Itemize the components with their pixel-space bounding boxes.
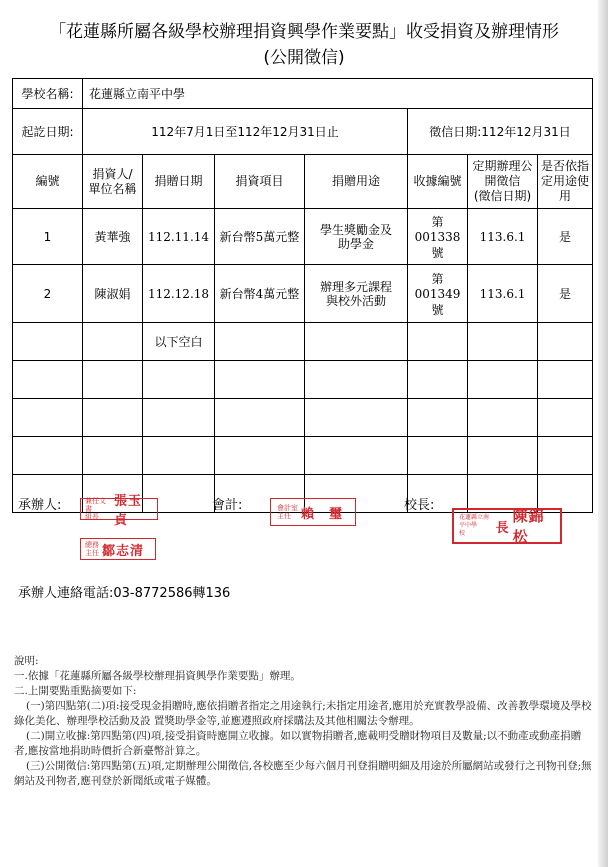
document-subtitle: (公開徵信) — [263, 48, 345, 68]
table-row — [13, 323, 593, 361]
col-pub-l2: 開徵信 — [484, 174, 521, 188]
note-2c: (三)公開徵信:第四點第(五)項,定期辦理公開徵信,各校應至少每六個月刊登捐贈明細及用途於所屬網站或發行之刊物刊登;無網站及刊物者,應刊登於新聞紙或電子媒體。 — [14, 760, 592, 787]
row-receipt-l2: 001349 — [414, 286, 461, 301]
scan-edge-shadow — [598, 0, 608, 867]
notes-section — [14, 654, 592, 789]
row-receipt — [408, 209, 468, 265]
accounting-stamp-title: 會計室 主任 — [277, 504, 298, 520]
row-receipt — [408, 265, 468, 323]
table-row — [13, 361, 593, 399]
row-donor: 陳淑娟 — [83, 265, 143, 323]
period-value: 112年7月1日至112年12月31日止 — [83, 109, 408, 155]
principal-stamp-name: 陳錦松 — [512, 507, 545, 546]
row-date: 112.12.18 — [143, 265, 215, 323]
row-receipt-l3: 號 — [431, 245, 444, 260]
col-pub — [468, 155, 538, 209]
table-row — [13, 437, 593, 475]
table-row — [13, 209, 593, 265]
col-used-l2: 定用途使 — [541, 174, 590, 188]
principal-label: 校長: — [404, 498, 435, 513]
blank-note: 以下空白 — [143, 323, 215, 361]
principal-stamp — [452, 508, 562, 544]
row-pub-date: 113.6.1 — [468, 209, 538, 265]
col-pub-l1: 定期辦理公 — [472, 159, 533, 173]
table-row — [13, 265, 593, 323]
col-donor-l1: 捐資人/ — [92, 166, 133, 181]
row-item: 新台幣4萬元整 — [215, 265, 305, 323]
handler-stamp-2-name: 鄒志清 — [102, 543, 145, 559]
row-donor: 黃華強 — [83, 209, 143, 265]
table-row — [13, 399, 593, 437]
note-2b: (二)開立收據:第四點第(四)項,接受捐資時應開立收據。如以實物捐贈者,應載明受贈財物項目及數量;以不動產或動產捐贈者,應按當地捐助時價折合新臺幣計算之。 — [14, 730, 582, 757]
accounting-stamp — [270, 498, 356, 526]
col-item: 捐資項目 — [215, 155, 305, 209]
col-donor — [83, 155, 143, 209]
row-purpose — [305, 209, 408, 265]
accounting-label: 會計: — [212, 498, 243, 513]
row-date: 112.11.14 — [143, 209, 215, 265]
row-purpose-l1: 辦理多元課程 — [319, 279, 392, 294]
col-receipt: 收據編號 — [408, 155, 468, 209]
row-purpose — [305, 265, 408, 323]
col-pub-l3: (徵信日期) — [473, 189, 532, 203]
handler-stamp-2-title: 總務 主任 — [85, 541, 99, 557]
school-name: 花蓮縣立南平中學 — [83, 79, 593, 109]
header-row — [13, 155, 593, 209]
col-used — [538, 155, 593, 209]
row-used: 是 — [538, 265, 593, 323]
row-item: 新台幣5萬元整 — [215, 209, 305, 265]
row-no: 1 — [13, 209, 83, 265]
col-no: 編號 — [13, 155, 83, 209]
row-pub-date: 113.6.1 — [468, 265, 538, 323]
col-used-l1: 是否依指 — [541, 159, 590, 173]
period-label: 起訖日期: — [13, 109, 83, 155]
school-label: 學校名稱: — [13, 79, 83, 109]
school-row — [13, 79, 593, 109]
handler-label: 承辦人: — [18, 498, 62, 513]
row-purpose-l2: 助學金 — [337, 236, 374, 251]
period-row — [13, 109, 593, 155]
handler-stamp-1-name: 張玉貞 — [114, 494, 143, 528]
publish-label: 徵信日期: — [429, 125, 482, 139]
row-used: 是 — [538, 209, 593, 265]
document-title: 「花蓮縣所屬各級學校辦理捐資興學作業要點」收受捐資及辦理情形 — [49, 22, 559, 42]
handler-stamp-1-title: 兼任文書 組長 — [85, 497, 106, 521]
col-used-l3: 用 — [559, 189, 572, 203]
note-2a: (一)第四點第(二)項:接受現金捐贈時,應依捐贈者指定之用途執行;未指定用途者,應用於充實教學設備、改善教學環境及學校綠化美化、辦理學校活動及設 置獎助學金等,並應遵照政府採購法及其他相關法令辦理。 — [14, 700, 592, 727]
col-date: 捐贈日期 — [143, 155, 215, 209]
accounting-stamp-name: 賴 璽 — [301, 506, 344, 522]
col-purpose: 捐贈用途 — [305, 155, 408, 209]
row-purpose-l2: 與校外活動 — [325, 293, 386, 308]
row-no: 2 — [13, 265, 83, 323]
row-receipt-l3: 號 — [431, 302, 444, 317]
donation-table — [12, 78, 593, 513]
handler-stamp-1 — [80, 494, 158, 528]
row-purpose-l1: 學生獎勵金及 — [319, 222, 392, 237]
contact-phone: 承辦人連絡電話:03-8772586轉136 — [18, 586, 231, 601]
row-receipt-l2: 001338 — [414, 229, 461, 244]
principal-stamp-title: 花蓮縣立南平中學 校 — [459, 514, 490, 537]
row-receipt-l1: 第 — [431, 214, 444, 229]
publish-date — [408, 109, 593, 155]
note-2: 二.上開要點重點摘要如下: — [14, 685, 137, 697]
publish-value: 112年12月31日 — [481, 125, 571, 139]
col-donor-l2: 單位名稱 — [88, 181, 137, 196]
row-receipt-l1: 第 — [431, 271, 444, 286]
principal-stamp-role: 長 — [495, 520, 510, 536]
handler-stamp-2 — [80, 538, 156, 560]
notes-heading: 說明: — [14, 655, 39, 667]
note-1: 一.依據「花蓮縣所屬各級學校辦理捐資興學作業要點」辦理。 — [14, 670, 301, 682]
